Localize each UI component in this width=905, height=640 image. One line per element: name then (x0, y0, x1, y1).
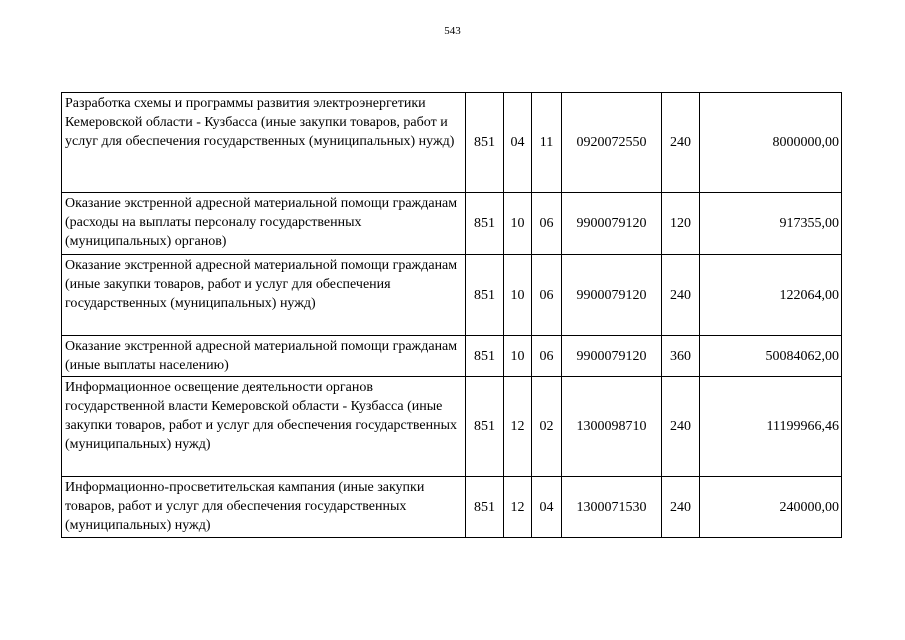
amount-cell: 11199966,46 (700, 377, 842, 477)
amount-cell: 8000000,00 (700, 93, 842, 193)
section-code-cell: 10 (504, 255, 532, 336)
expense-type-cell: 240 (662, 477, 700, 538)
section-code-cell: 10 (504, 193, 532, 255)
ministry-code-cell: 851 (466, 193, 504, 255)
table-row (62, 193, 842, 255)
table-row (62, 377, 842, 477)
subsection-code-cell: 06 (532, 193, 562, 255)
table-row (62, 255, 842, 336)
expense-type-cell: 240 (662, 93, 700, 193)
section-code-cell: 12 (504, 377, 532, 477)
ministry-code-cell: 851 (466, 477, 504, 538)
subsection-code-cell: 06 (532, 255, 562, 336)
description-cell: Разработка схемы и программы развития электроэнергетики Кемеровской области - Кузбасса (иные закупки товаров, работ и услуг для обеспечения государственных (муниципальных) нужд) (62, 93, 466, 193)
description-cell: Информационно-просветительская кампания (иные закупки товаров, работ и услуг для обеспечения государственных (муниципальных) нужд) (62, 477, 466, 538)
section-code-cell: 12 (504, 477, 532, 538)
amount-cell: 240000,00 (700, 477, 842, 538)
target-article-cell: 0920072550 (562, 93, 662, 193)
ministry-code-cell: 851 (466, 255, 504, 336)
ministry-code-cell: 851 (466, 377, 504, 477)
section-code-cell: 10 (504, 336, 532, 377)
expense-type-cell: 360 (662, 336, 700, 377)
subsection-code-cell: 11 (532, 93, 562, 193)
description-cell: Информационное освещение деятельности органов государственной власти Кемеровской области - Кузбасса (иные закупки товаров, работ и услуг для обеспечения государственных (муниципальных) нужд) (62, 377, 466, 477)
target-article-cell: 1300098710 (562, 377, 662, 477)
ministry-code-cell: 851 (466, 336, 504, 377)
amount-cell: 122064,00 (700, 255, 842, 336)
ministry-code-cell: 851 (466, 93, 504, 193)
expense-type-cell: 120 (662, 193, 700, 255)
section-code-cell: 04 (504, 93, 532, 193)
description-cell: Оказание экстренной адресной материальной помощи гражданам (расходы на выплаты персоналу государственных (муниципальных) органов) (62, 193, 466, 255)
target-article-cell: 9900079120 (562, 336, 662, 377)
table-row (62, 336, 842, 377)
subsection-code-cell: 04 (532, 477, 562, 538)
amount-cell: 917355,00 (700, 193, 842, 255)
expense-type-cell: 240 (662, 255, 700, 336)
target-article-cell: 1300071530 (562, 477, 662, 538)
expense-type-cell: 240 (662, 377, 700, 477)
budget-table (61, 92, 842, 538)
table-row (62, 477, 842, 538)
amount-cell: 50084062,00 (700, 336, 842, 377)
subsection-code-cell: 02 (532, 377, 562, 477)
page-number: 543 (444, 25, 461, 37)
description-cell: Оказание экстренной адресной материальной помощи гражданам (иные выплаты населению) (62, 336, 466, 377)
target-article-cell: 9900079120 (562, 193, 662, 255)
target-article-cell: 9900079120 (562, 255, 662, 336)
description-cell: Оказание экстренной адресной материальной помощи гражданам (иные закупки товаров, работ и услуг для обеспечения государственных (муниципальных) нужд) (62, 255, 466, 336)
subsection-code-cell: 06 (532, 336, 562, 377)
table-row (62, 93, 842, 193)
